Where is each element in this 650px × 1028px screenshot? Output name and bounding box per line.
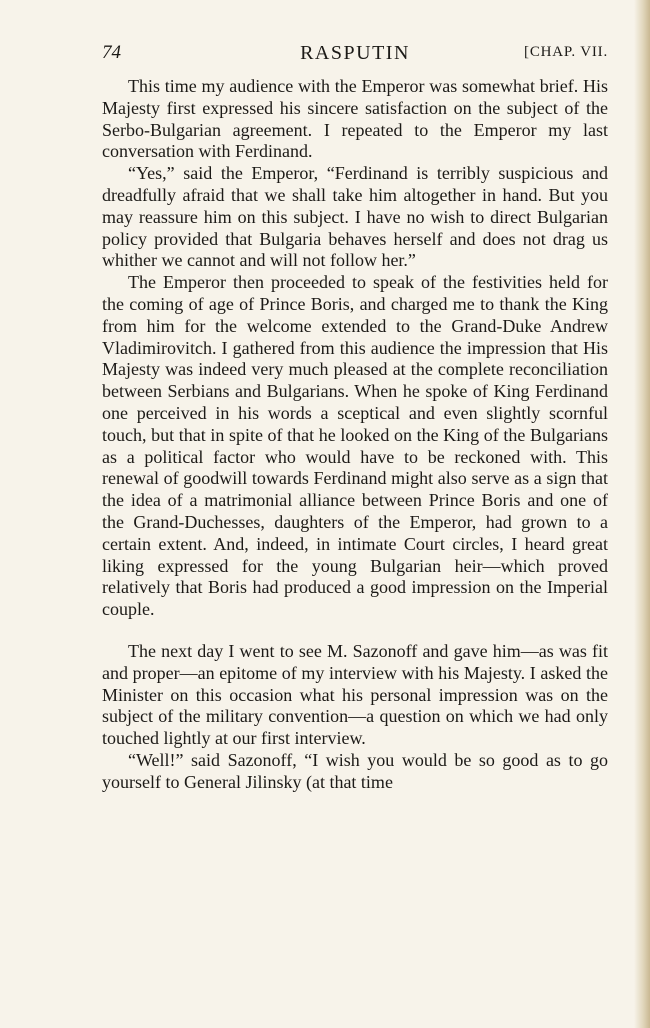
page-header <box>102 42 608 68</box>
paragraph-emperor-quote: “Yes,” said the Emperor, “Ferdinand is terribly suspicious and dreadfully afraid that we shall take him altogether in hand. But you may reassure him on this subject. I have no wish to direct Bulgarian policy provided that Bulgaria behaves herself and does not drag us whither we cannot and will not follow her.” <box>102 163 608 271</box>
running-title: RASPUTIN <box>300 42 410 64</box>
chapter-reference: [CHAP. VII. <box>524 44 608 60</box>
paragraph-sazonoff-visit: The next day I went to see M. Sazonoff and gave him—as was fit and proper—an epitome of my interview with his Majesty. I asked the Minister on this occasion what his personal impression was on the subject of the military convention—a question on which we had only touched lightly at our first interview. <box>102 640 608 749</box>
body-text <box>102 76 608 794</box>
paragraph-sazonoff-reply: “Well!” said Sazonoff, “I wish you would be so good as to go yourself to General Jilinsky (at that time <box>102 749 608 792</box>
paragraph-audience-brief: This time my audience with the Emperor was somewhat brief. His Majesty first expressed his sincere satisfaction on the subject of the Serbo-Bulgarian agreement. I repeated to the Emperor my last conversation with Ferdinand. <box>102 76 608 162</box>
page-edge <box>634 0 650 1028</box>
page-number: 74 <box>102 42 121 63</box>
paragraph-festivities: The Emperor then proceeded to speak of the festivities held for the coming of age of Prince Boris, and charged me to thank the King from him for the welcome extended to the Grand-Duke Andrew Vladimirovitch. I gathered from this audience the impression that His Majesty was indeed very much pleased at the complete reconciliation between Serbians and Bulgarians. When he spoke of King Ferdinand one perceived in his words a sceptical and even slightly scornful touch, but that in spite of that he looked on the King of the Bulgarians as a political factor who would have to be reckoned with. This renewal of goodwill towards Ferdinand might also serve as a sign that the idea of a matrimonial alliance between Prince Boris and one of the Grand-Duchesses, daughters of the Emperor, had grown to a certain extent. And, indeed, in intimate Court circles, I heard great liking expressed for the young Bulgarian heir—which proved relatively that Boris had produced a good impression on the Imperial couple. <box>102 272 608 620</box>
